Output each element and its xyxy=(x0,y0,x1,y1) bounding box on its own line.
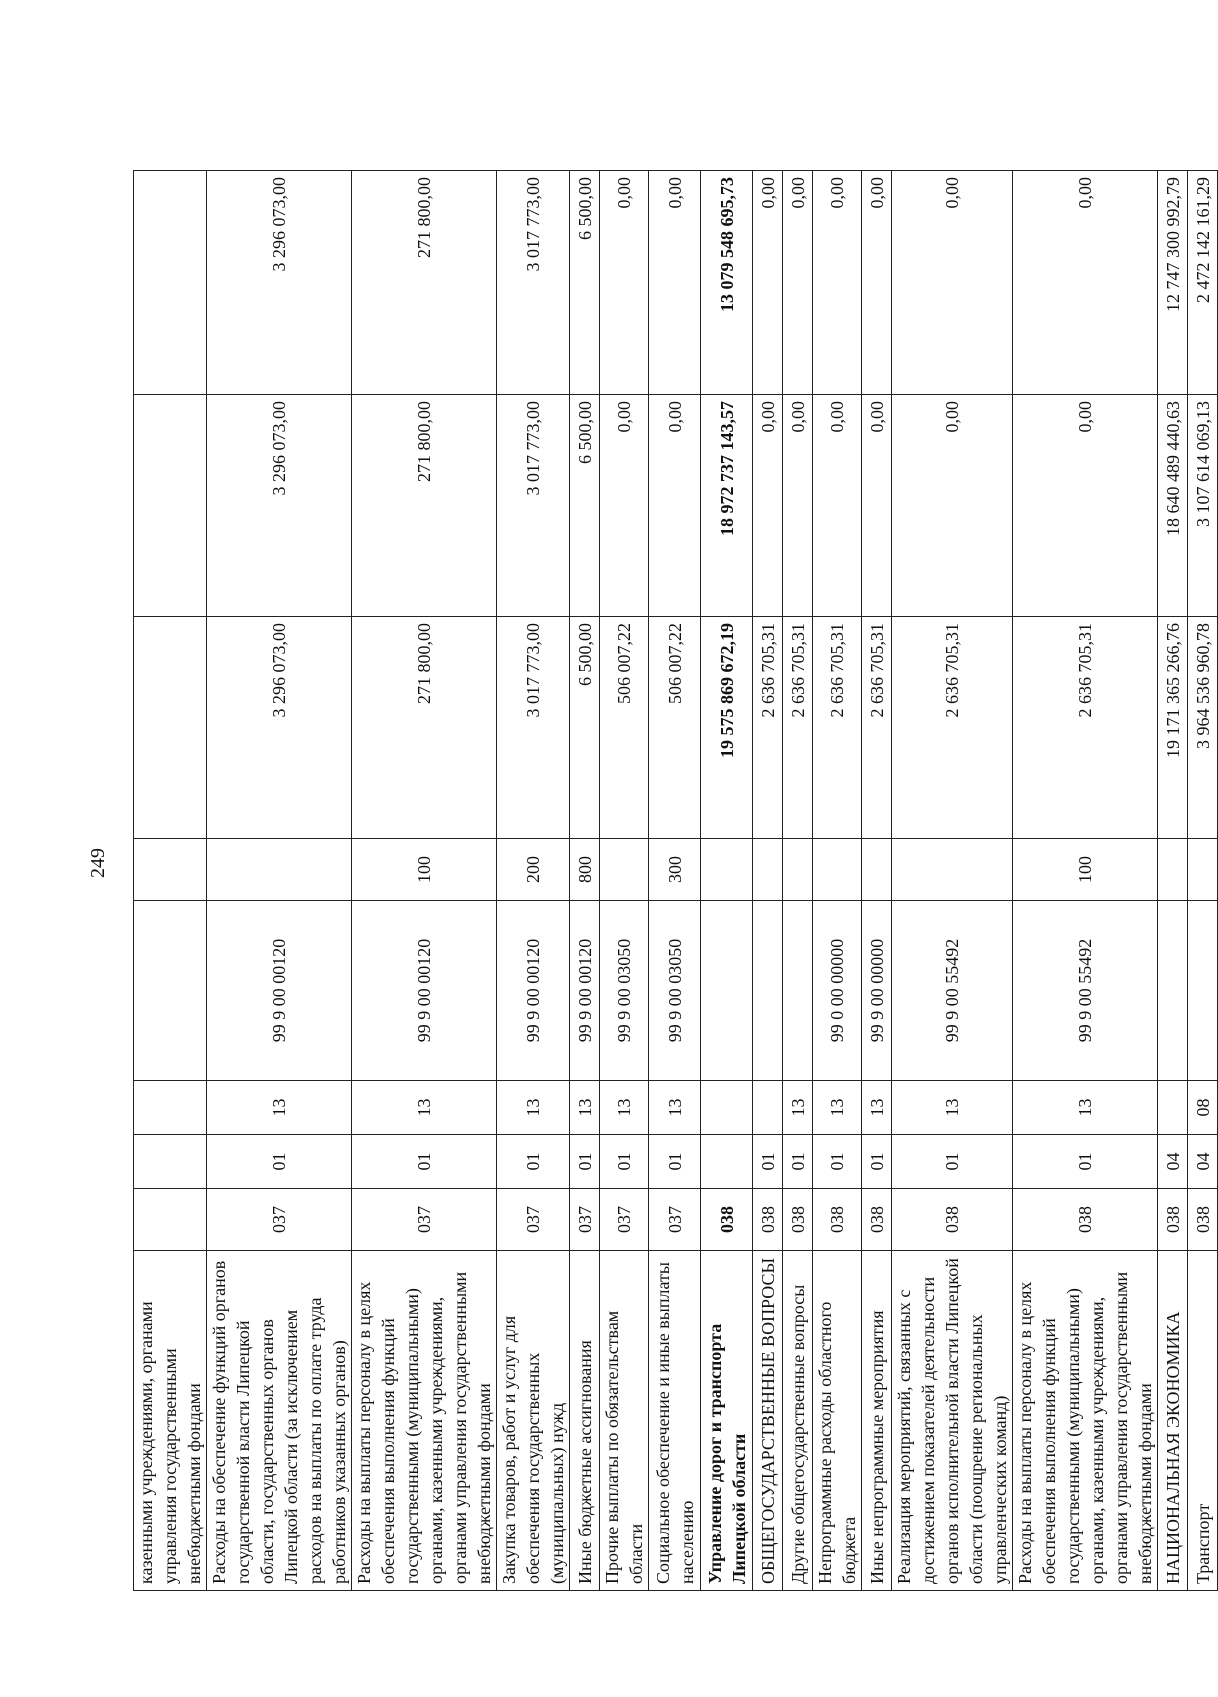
cell-sum-1: 3 296 073,00 xyxy=(207,617,352,839)
cell-rz: 01 xyxy=(862,1135,892,1189)
table-row xyxy=(862,171,892,1591)
table-row xyxy=(600,171,649,1591)
cell-csr: 99 9 00 55492 xyxy=(892,901,1013,1081)
cell-name: Другие общегосударственные вопросы xyxy=(783,1251,813,1591)
cell-name: НАЦИОНАЛЬНАЯ ЭКОНОМИКА xyxy=(1158,1251,1188,1591)
cell-name: казенными учреждениями, органами управления государственными внебюджетными фондами xyxy=(134,1251,207,1591)
cell-csr xyxy=(753,901,783,1081)
cell-csr: 99 9 00 00120 xyxy=(570,901,600,1081)
cell-vr: 200 xyxy=(497,839,570,901)
cell-sum-2: 0,00 xyxy=(783,395,813,617)
cell-rz: 01 xyxy=(352,1135,497,1189)
cell-csr xyxy=(701,901,753,1081)
cell-sum-3: 0,00 xyxy=(753,171,783,395)
table-row xyxy=(1158,171,1188,1591)
cell-ved: 038 xyxy=(701,1189,753,1251)
cell-ved: 038 xyxy=(862,1189,892,1251)
cell-name: Расходы на выплаты персоналу в целях обеспечения выполнения функций государственными (муниципальными) органами, казенными учреждениями, органами управления государственными внебюджетными фондами xyxy=(352,1251,497,1591)
cell-sum-1: 2 636 705,31 xyxy=(783,617,813,839)
cell-name: Реализация мероприятий, связанных с достижением показателей деятельности органов исполнительной власти Липецкой области (поощрение региональных управленческих команд) xyxy=(892,1251,1013,1591)
cell-csr: 99 9 00 03050 xyxy=(600,901,649,1081)
cell-pr: 13 xyxy=(813,1081,862,1135)
cell-sum-1: 506 007,22 xyxy=(649,617,701,839)
cell-csr: 99 9 00 00120 xyxy=(352,901,497,1081)
table-row xyxy=(892,171,1013,1591)
cell-sum-2: 0,00 xyxy=(1013,395,1158,617)
cell-sum-1: 271 800,00 xyxy=(352,617,497,839)
cell-sum-3: 12 747 300 992,79 xyxy=(1158,171,1188,395)
cell-vr: 800 xyxy=(570,839,600,901)
table-row xyxy=(352,171,497,1591)
cell-ved: 038 xyxy=(783,1189,813,1251)
cell-sum-1: 2 636 705,31 xyxy=(753,617,783,839)
cell-sum-3: 0,00 xyxy=(862,171,892,395)
cell-sum-1: 2 636 705,31 xyxy=(1013,617,1158,839)
cell-ved: 038 xyxy=(1188,1189,1218,1251)
cell-pr: 13 xyxy=(497,1081,570,1135)
cell-rz: 01 xyxy=(649,1135,701,1189)
cell-ved: 038 xyxy=(813,1189,862,1251)
cell-sum-3: 0,00 xyxy=(1013,171,1158,395)
cell-csr: 99 9 00 00000 xyxy=(862,901,892,1081)
cell-pr: 13 xyxy=(352,1081,497,1135)
cell-csr: 99 0 00 00000 xyxy=(813,901,862,1081)
cell-ved: 037 xyxy=(600,1189,649,1251)
cell-vr xyxy=(134,839,207,901)
cell-name: Прочие выплаты по обязательствам области xyxy=(600,1251,649,1591)
cell-sum-3: 2 472 142 161,29 xyxy=(1188,171,1218,395)
cell-sum-2 xyxy=(134,395,207,617)
cell-sum-1: 2 636 705,31 xyxy=(862,617,892,839)
table-row xyxy=(1013,171,1158,1591)
table-row xyxy=(497,171,570,1591)
cell-rz: 01 xyxy=(753,1135,783,1189)
cell-vr xyxy=(813,839,862,901)
table-row xyxy=(783,171,813,1591)
cell-name: Социальное обеспечение и иные выплаты населению xyxy=(649,1251,701,1591)
cell-pr: 13 xyxy=(862,1081,892,1135)
cell-sum-3: 0,00 xyxy=(813,171,862,395)
cell-rz: 01 xyxy=(892,1135,1013,1189)
cell-csr: 99 9 00 00120 xyxy=(207,901,352,1081)
cell-sum-1: 19 171 365 266,76 xyxy=(1158,617,1188,839)
cell-rz xyxy=(134,1135,207,1189)
cell-sum-2: 271 800,00 xyxy=(352,395,497,617)
table-row xyxy=(813,171,862,1591)
table-row xyxy=(207,171,352,1591)
cell-sum-2: 3 107 614 069,13 xyxy=(1188,395,1218,617)
table-row xyxy=(1188,171,1218,1591)
rotated-page-content xyxy=(133,171,1213,1591)
cell-sum-3: 13 079 548 695,73 xyxy=(701,171,753,395)
cell-vr xyxy=(701,839,753,901)
cell-ved: 037 xyxy=(352,1189,497,1251)
table-row xyxy=(570,171,600,1591)
cell-pr: 08 xyxy=(1188,1081,1218,1135)
cell-sum-2: 18 640 489 440,63 xyxy=(1158,395,1188,617)
cell-ved: 038 xyxy=(1158,1189,1188,1251)
table-row xyxy=(134,171,207,1591)
cell-name: ОБЩЕГОСУДАРСТВЕННЫЕ ВОПРОСЫ xyxy=(753,1251,783,1591)
cell-ved: 037 xyxy=(497,1189,570,1251)
cell-ved: 037 xyxy=(207,1189,352,1251)
cell-sum-2: 18 972 737 143,57 xyxy=(701,395,753,617)
cell-csr xyxy=(134,901,207,1081)
cell-sum-2: 0,00 xyxy=(892,395,1013,617)
cell-sum-3: 0,00 xyxy=(783,171,813,395)
cell-vr xyxy=(862,839,892,901)
cell-name: Закупка товаров, работ и услуг для обеспечения государственных (муниципальных) нужд xyxy=(497,1251,570,1591)
cell-vr xyxy=(1158,839,1188,901)
cell-sum-1: 2 636 705,31 xyxy=(813,617,862,839)
cell-rz: 01 xyxy=(1013,1135,1158,1189)
cell-vr: 300 xyxy=(649,839,701,901)
cell-vr xyxy=(207,839,352,901)
cell-pr: 13 xyxy=(570,1081,600,1135)
cell-name: Иные непрограммные мероприятия xyxy=(862,1251,892,1591)
cell-csr xyxy=(783,901,813,1081)
cell-ved: 037 xyxy=(649,1189,701,1251)
cell-vr xyxy=(600,839,649,901)
cell-sum-3: 3 017 773,00 xyxy=(497,171,570,395)
table-row xyxy=(649,171,701,1591)
cell-sum-3: 6 500,00 xyxy=(570,171,600,395)
cell-ved xyxy=(134,1189,207,1251)
budget-table xyxy=(133,170,1218,1591)
cell-pr: 13 xyxy=(207,1081,352,1135)
cell-pr: 13 xyxy=(1013,1081,1158,1135)
cell-vr xyxy=(783,839,813,901)
page-number: 249 xyxy=(87,848,109,878)
cell-pr xyxy=(701,1081,753,1135)
cell-sum-1 xyxy=(134,617,207,839)
cell-rz: 04 xyxy=(1188,1135,1218,1189)
cell-pr xyxy=(753,1081,783,1135)
cell-pr: 13 xyxy=(600,1081,649,1135)
cell-name: Расходы на обеспечение функций органов государственной власти Липецкой области, государственных органов Липецкой области (за исключением расходов на выплаты по оплате труда работников указанных органов) xyxy=(207,1251,352,1591)
cell-sum-3 xyxy=(134,171,207,395)
cell-rz: 01 xyxy=(570,1135,600,1189)
cell-rz: 01 xyxy=(813,1135,862,1189)
cell-sum-1: 2 636 705,31 xyxy=(892,617,1013,839)
cell-pr: 13 xyxy=(783,1081,813,1135)
cell-sum-2: 0,00 xyxy=(753,395,783,617)
cell-ved: 037 xyxy=(570,1189,600,1251)
cell-sum-2: 0,00 xyxy=(649,395,701,617)
cell-sum-3: 0,00 xyxy=(600,171,649,395)
cell-pr xyxy=(1158,1081,1188,1135)
table-row xyxy=(701,171,753,1591)
cell-sum-1: 19 575 869 672,19 xyxy=(701,617,753,839)
cell-sum-3: 0,00 xyxy=(649,171,701,395)
cell-csr: 99 9 00 00120 xyxy=(497,901,570,1081)
cell-pr: 13 xyxy=(892,1081,1013,1135)
cell-sum-2: 0,00 xyxy=(862,395,892,617)
cell-name: Непрограммные расходы областного бюджета xyxy=(813,1251,862,1591)
cell-sum-1: 3 964 536 960,78 xyxy=(1188,617,1218,839)
cell-sum-1: 6 500,00 xyxy=(570,617,600,839)
cell-sum-2: 3 017 773,00 xyxy=(497,395,570,617)
cell-rz: 04 xyxy=(1158,1135,1188,1189)
cell-name: Иные бюджетные ассигнования xyxy=(570,1251,600,1591)
cell-sum-3: 271 800,00 xyxy=(352,171,497,395)
cell-sum-3: 0,00 xyxy=(892,171,1013,395)
cell-rz: 01 xyxy=(600,1135,649,1189)
cell-vr: 100 xyxy=(1013,839,1158,901)
table-row xyxy=(753,171,783,1591)
cell-name: Транспорт xyxy=(1188,1251,1218,1591)
cell-sum-1: 506 007,22 xyxy=(600,617,649,839)
cell-sum-2: 6 500,00 xyxy=(570,395,600,617)
cell-sum-3: 3 296 073,00 xyxy=(207,171,352,395)
cell-sum-2: 0,00 xyxy=(813,395,862,617)
cell-vr: 100 xyxy=(352,839,497,901)
cell-csr xyxy=(1188,901,1218,1081)
cell-ved: 038 xyxy=(753,1189,783,1251)
cell-rz: 01 xyxy=(783,1135,813,1189)
cell-pr: 13 xyxy=(649,1081,701,1135)
cell-name: Расходы на выплаты персоналу в целях обеспечения выполнения функций государственными (муниципальными) органами, казенными учреждениями, органами управления государственными внебюджетными фондами xyxy=(1013,1251,1158,1591)
cell-rz: 01 xyxy=(497,1135,570,1189)
cell-csr xyxy=(1158,901,1188,1081)
cell-csr: 99 9 00 03050 xyxy=(649,901,701,1081)
cell-name: Управление дорог и транспорта Липецкой области xyxy=(701,1251,753,1591)
cell-ved: 038 xyxy=(892,1189,1013,1251)
cell-rz xyxy=(701,1135,753,1189)
cell-csr: 99 9 00 55492 xyxy=(1013,901,1158,1081)
table-body xyxy=(134,171,1218,1591)
cell-vr xyxy=(1188,839,1218,901)
cell-sum-2: 3 296 073,00 xyxy=(207,395,352,617)
cell-vr xyxy=(753,839,783,901)
cell-sum-2: 0,00 xyxy=(600,395,649,617)
cell-ved: 038 xyxy=(1013,1189,1158,1251)
cell-vr xyxy=(892,839,1013,901)
cell-sum-1: 3 017 773,00 xyxy=(497,617,570,839)
cell-rz: 01 xyxy=(207,1135,352,1189)
cell-pr xyxy=(134,1081,207,1135)
